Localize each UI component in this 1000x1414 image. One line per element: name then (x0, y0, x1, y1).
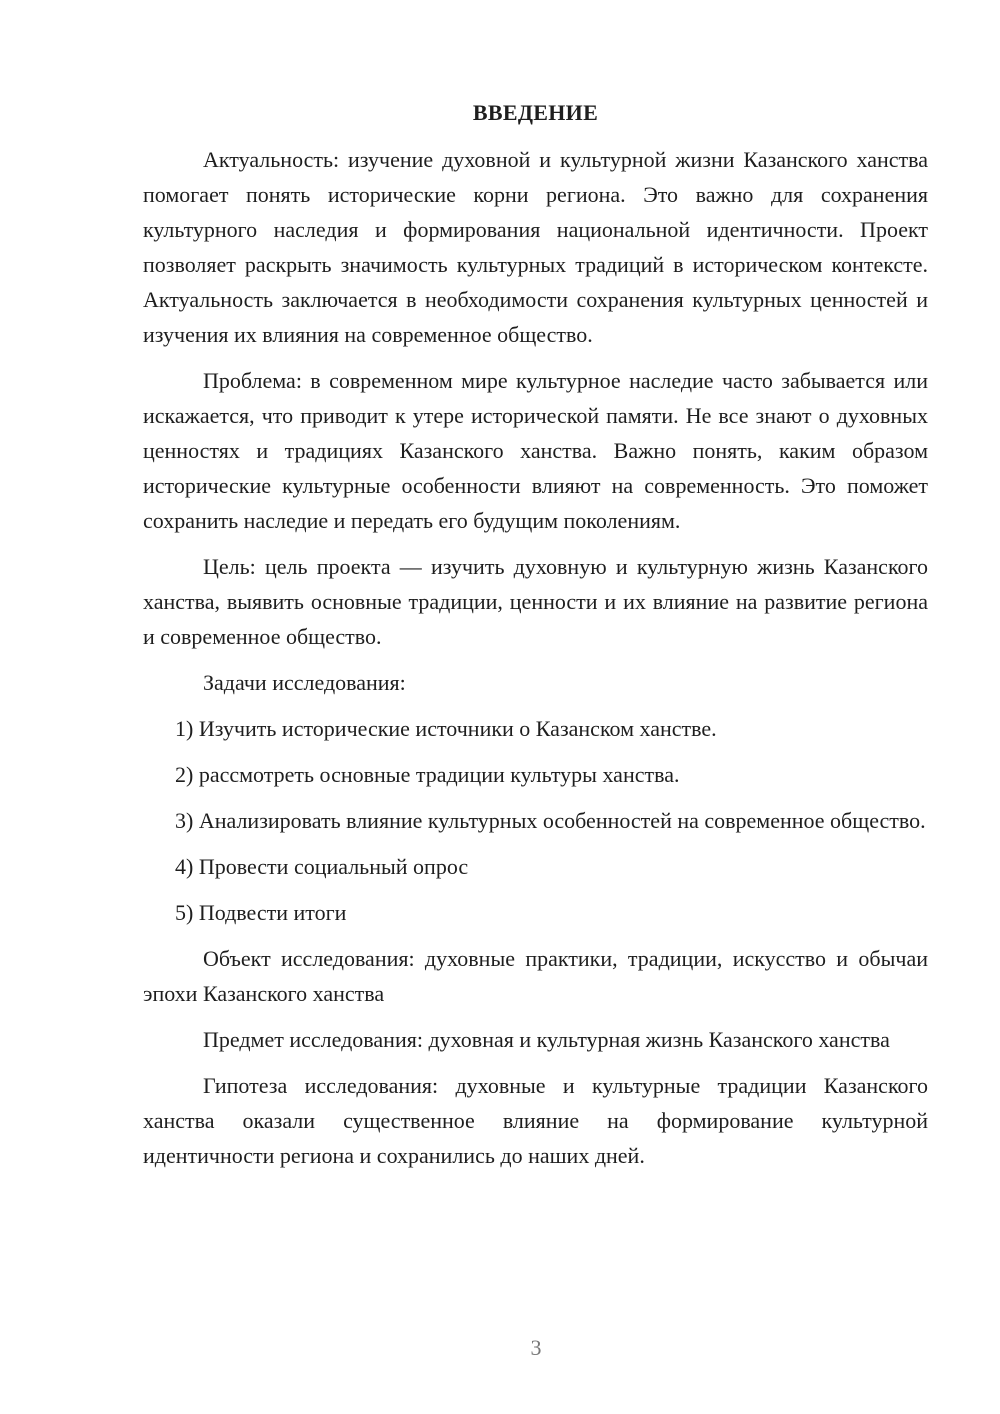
page-number: 3 (530, 1335, 542, 1360)
task-item-2: 2) рассмотреть основные традиции культуры ханства. (175, 762, 680, 787)
hypothesis-paragraph: Гипотеза исследования: духовные и культурные традиции Казанского ханства оказали существенное влияние на формирование культурной идентичности региона и сохранились до наших дней. (143, 1073, 928, 1168)
problem-paragraph: Проблема: в современном мире культурное наследие часто забывается или искажается, что приводит к утере исторической памяти. Не все знают о духовных ценностях и традициях Казанского ханства. Важно понять, каким образом исторические культурные особенности влияют на современность. Это поможет сохранить наследие и передать его будущим поколениям. (143, 368, 928, 533)
task-item-5: 5) Подвести итоги (175, 900, 347, 925)
goal-paragraph: Цель: цель проекта — изучить духовную и культурную жизнь Казанского ханства, выявить основные традиции, ценности и их влияние на развитие региона и современное общество. (143, 554, 928, 649)
object-paragraph: Объект исследования: духовные практики, традиции, искусство и обычаи эпохи Казанского ханства (143, 946, 928, 1006)
subject-paragraph: Предмет исследования: духовная и культурная жизнь Казанского ханства (203, 1027, 890, 1052)
relevance-paragraph: Актуальность: изучение духовной и культурной жизни Казанского ханства помогает понять исторические корни региона. Это важно для сохранения культурного наследия и формирования национальной идентичности. Проект позволяет раскрыть значимость культурных традиций в историческом контексте. Актуальность заключается в необходимости сохранения культурных ценностей и изучения их влияния на современное общество. (143, 147, 928, 347)
document-page (143, 95, 928, 1184)
tasks-heading: Задачи исследования: (203, 670, 406, 695)
task-item-1: 1) Изучить исторические источники о Казанском ханстве. (175, 716, 717, 741)
task-item-4: 4) Провести социальный опрос (175, 854, 469, 879)
task-item-3: 3) Анализировать влияние культурных особенностей на современное общество. (175, 808, 926, 833)
section-heading: ВВЕДЕНИЕ (472, 100, 599, 125)
